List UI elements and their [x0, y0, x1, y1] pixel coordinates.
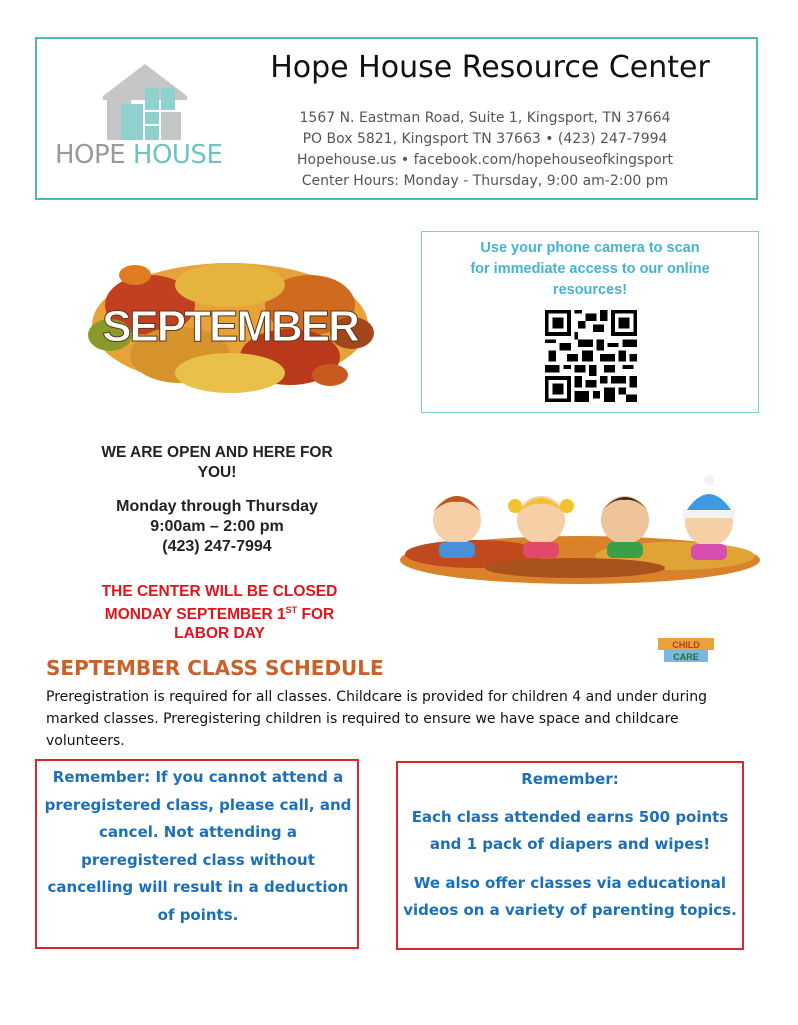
qr-code-icon[interactable] — [545, 310, 637, 402]
qr-instructions — [440, 238, 740, 301]
reminder-title: Remember: — [521, 770, 619, 788]
qr-line: for immediate access to our online — [470, 261, 710, 277]
schedule-title: SEPTEMBER CLASS SCHEDULE — [46, 656, 384, 680]
reminder-videos-text: We also offer classes via educational videos on a variety of parenting topics. — [403, 874, 737, 919]
childcare-blocks-icon — [658, 638, 714, 662]
org-name: Hope House Resource Center — [270, 50, 710, 85]
child-icon — [433, 496, 481, 558]
logo-wordmark: HOPE HOUSE — [55, 140, 223, 170]
open-heading-line: YOU! — [197, 464, 237, 481]
open-days: Monday through Thursday — [116, 498, 318, 515]
reminder-points-text: Each class attended earns 500 points and 1 pack of diapers and wipes! — [411, 808, 729, 853]
september-word: SEPTEMBER — [102, 302, 358, 351]
september-banner — [80, 245, 380, 405]
closed-line: THE CENTER WILL BE CLOSED — [101, 583, 338, 600]
schedule-description: Preregistration is required for all classes. Childcare is provided for children 4 and under during marked classes. Preregistering children is required to ensure we have space and childcare volunteers. — [46, 689, 708, 749]
open-heading-line: WE ARE OPEN AND HERE FOR — [101, 444, 333, 461]
reminder-cancel-text: Remember: If you cannot attend a preregistered class, please call, and cancel. Not attending a preregistered class without cancelling will result in a deduction of points. — [44, 768, 352, 924]
po-box-line: PO Box 5821, Kingsport TN 37663 • (423) 247-7994 — [302, 131, 668, 147]
open-heading — [72, 443, 362, 483]
blocks-row-2: CARE — [673, 652, 699, 662]
web-line: Hopehouse.us • facebook.com/hopehouseofkingsport — [297, 152, 673, 168]
open-hours — [72, 497, 362, 557]
open-time: 9:00am – 2:00 pm — [150, 518, 284, 535]
closed-line: LABOR DAY — [174, 625, 265, 643]
center-hours-line: Center Hours: Monday - Thursday, 9:00 am-2:00 pm — [301, 173, 669, 189]
phone-number: (423) 247-7994 — [162, 538, 272, 555]
address-line: 1567 N. Eastman Road, Suite 1, Kingsport, TN 37664 — [299, 110, 671, 126]
child-icon — [601, 496, 649, 558]
blocks-row-1: CHILD — [672, 640, 700, 650]
kids-in-leaves-image — [395, 450, 765, 590]
closed-line: MONDAY SEPTEMBER 1ST FOR — [104, 605, 335, 624]
closed-notice — [62, 582, 377, 643]
qr-line: Use your phone camera to scan — [480, 240, 700, 256]
qr-line: resources! — [552, 282, 628, 298]
contact-info — [250, 108, 720, 192]
